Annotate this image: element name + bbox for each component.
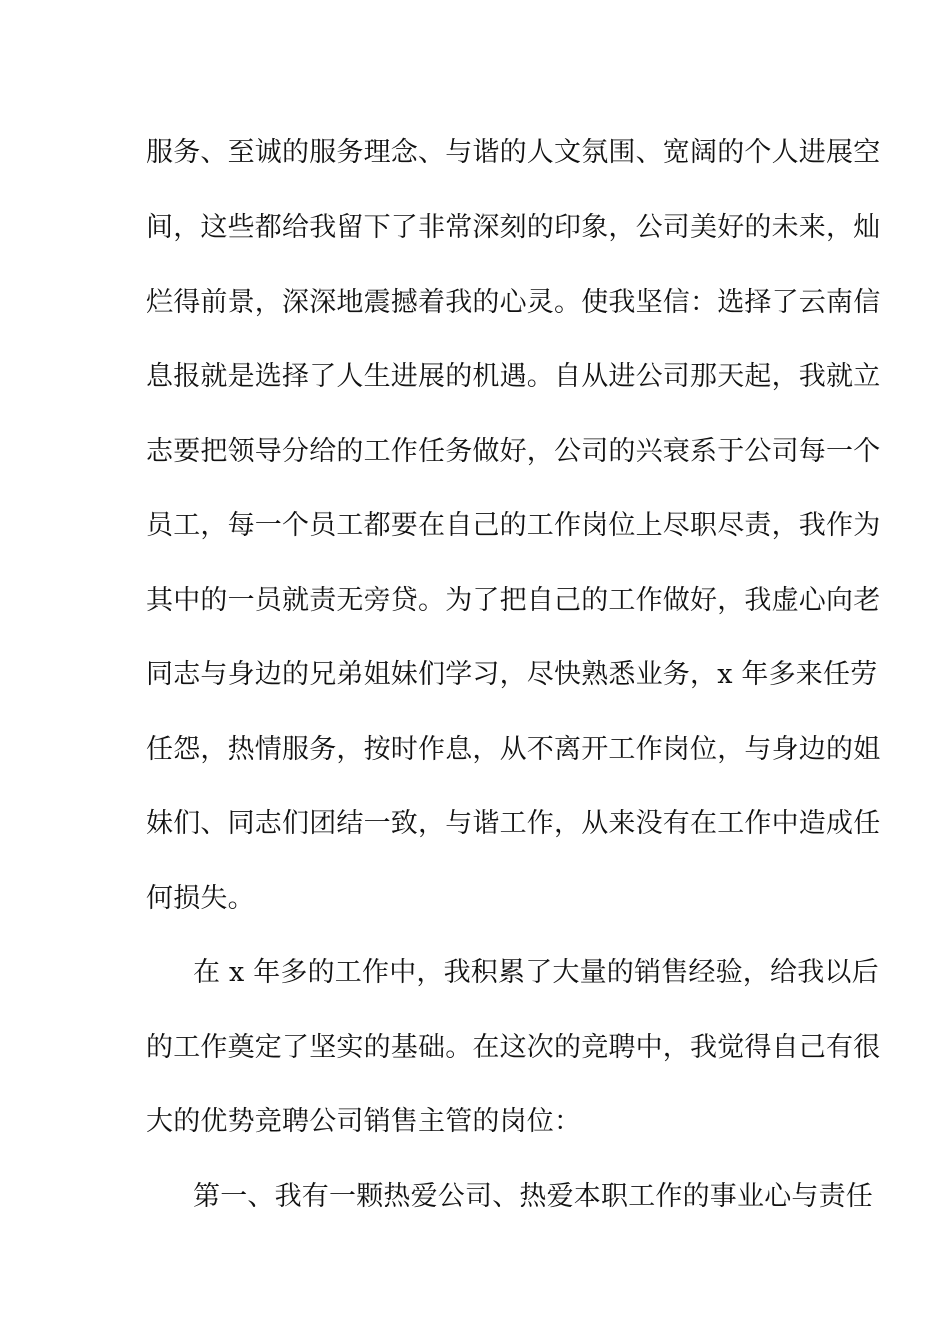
text-line: 其中的一员就责无旁贷。为了把自己的工作做好，我虚心向老 — [146, 585, 881, 616]
text-line: 大的优势竞聘公司销售主管的岗位： — [146, 1106, 582, 1137]
text-line: 间，这些都给我留下了非常深刻的印象，公司美好的未来，灿 — [146, 212, 881, 243]
text-line: 任怨，热情服务，按时作息，从不离开工作岗位，与身边的姐 — [146, 734, 881, 765]
text-line: 志要把领导分给的工作任务做好，公司的兴衰系于公司每一个 — [146, 436, 881, 467]
text-line: 同志与身边的兄弟姐妹们学习，尽快熟悉业务，x 年多来任劳 — [146, 659, 878, 690]
paragraph-first-line: 第一、我有一颗热爱公司、热爱本职工作的事业心与责任 — [193, 1181, 873, 1212]
text-line: 息报就是选择了人生进展的机遇。自从进公司那天起，我就立 — [146, 361, 881, 392]
text-line: 员工，每一个员工都要在自己的工作岗位上尽职尽责，我作为 — [146, 510, 881, 541]
text-line: 妹们、同志们团结一致，与谐工作，从来没有在工作中造成任 — [146, 808, 881, 839]
text-line: 服务、至诚的服务理念、与谐的人文氛围、宽阔的个人进展空 — [146, 137, 881, 168]
text-line: 烂得前景，深深地震撼着我的心灵。使我坚信：选择了云南信 — [146, 287, 881, 318]
paragraph-first-line: 在 x 年多的工作中，我积累了大量的销售经验，给我以后 — [193, 957, 879, 988]
text-line: 何损失。 — [146, 883, 255, 914]
text-line: 的工作奠定了坚实的基础。在这次的竞聘中，我觉得自己有很 — [146, 1032, 881, 1063]
